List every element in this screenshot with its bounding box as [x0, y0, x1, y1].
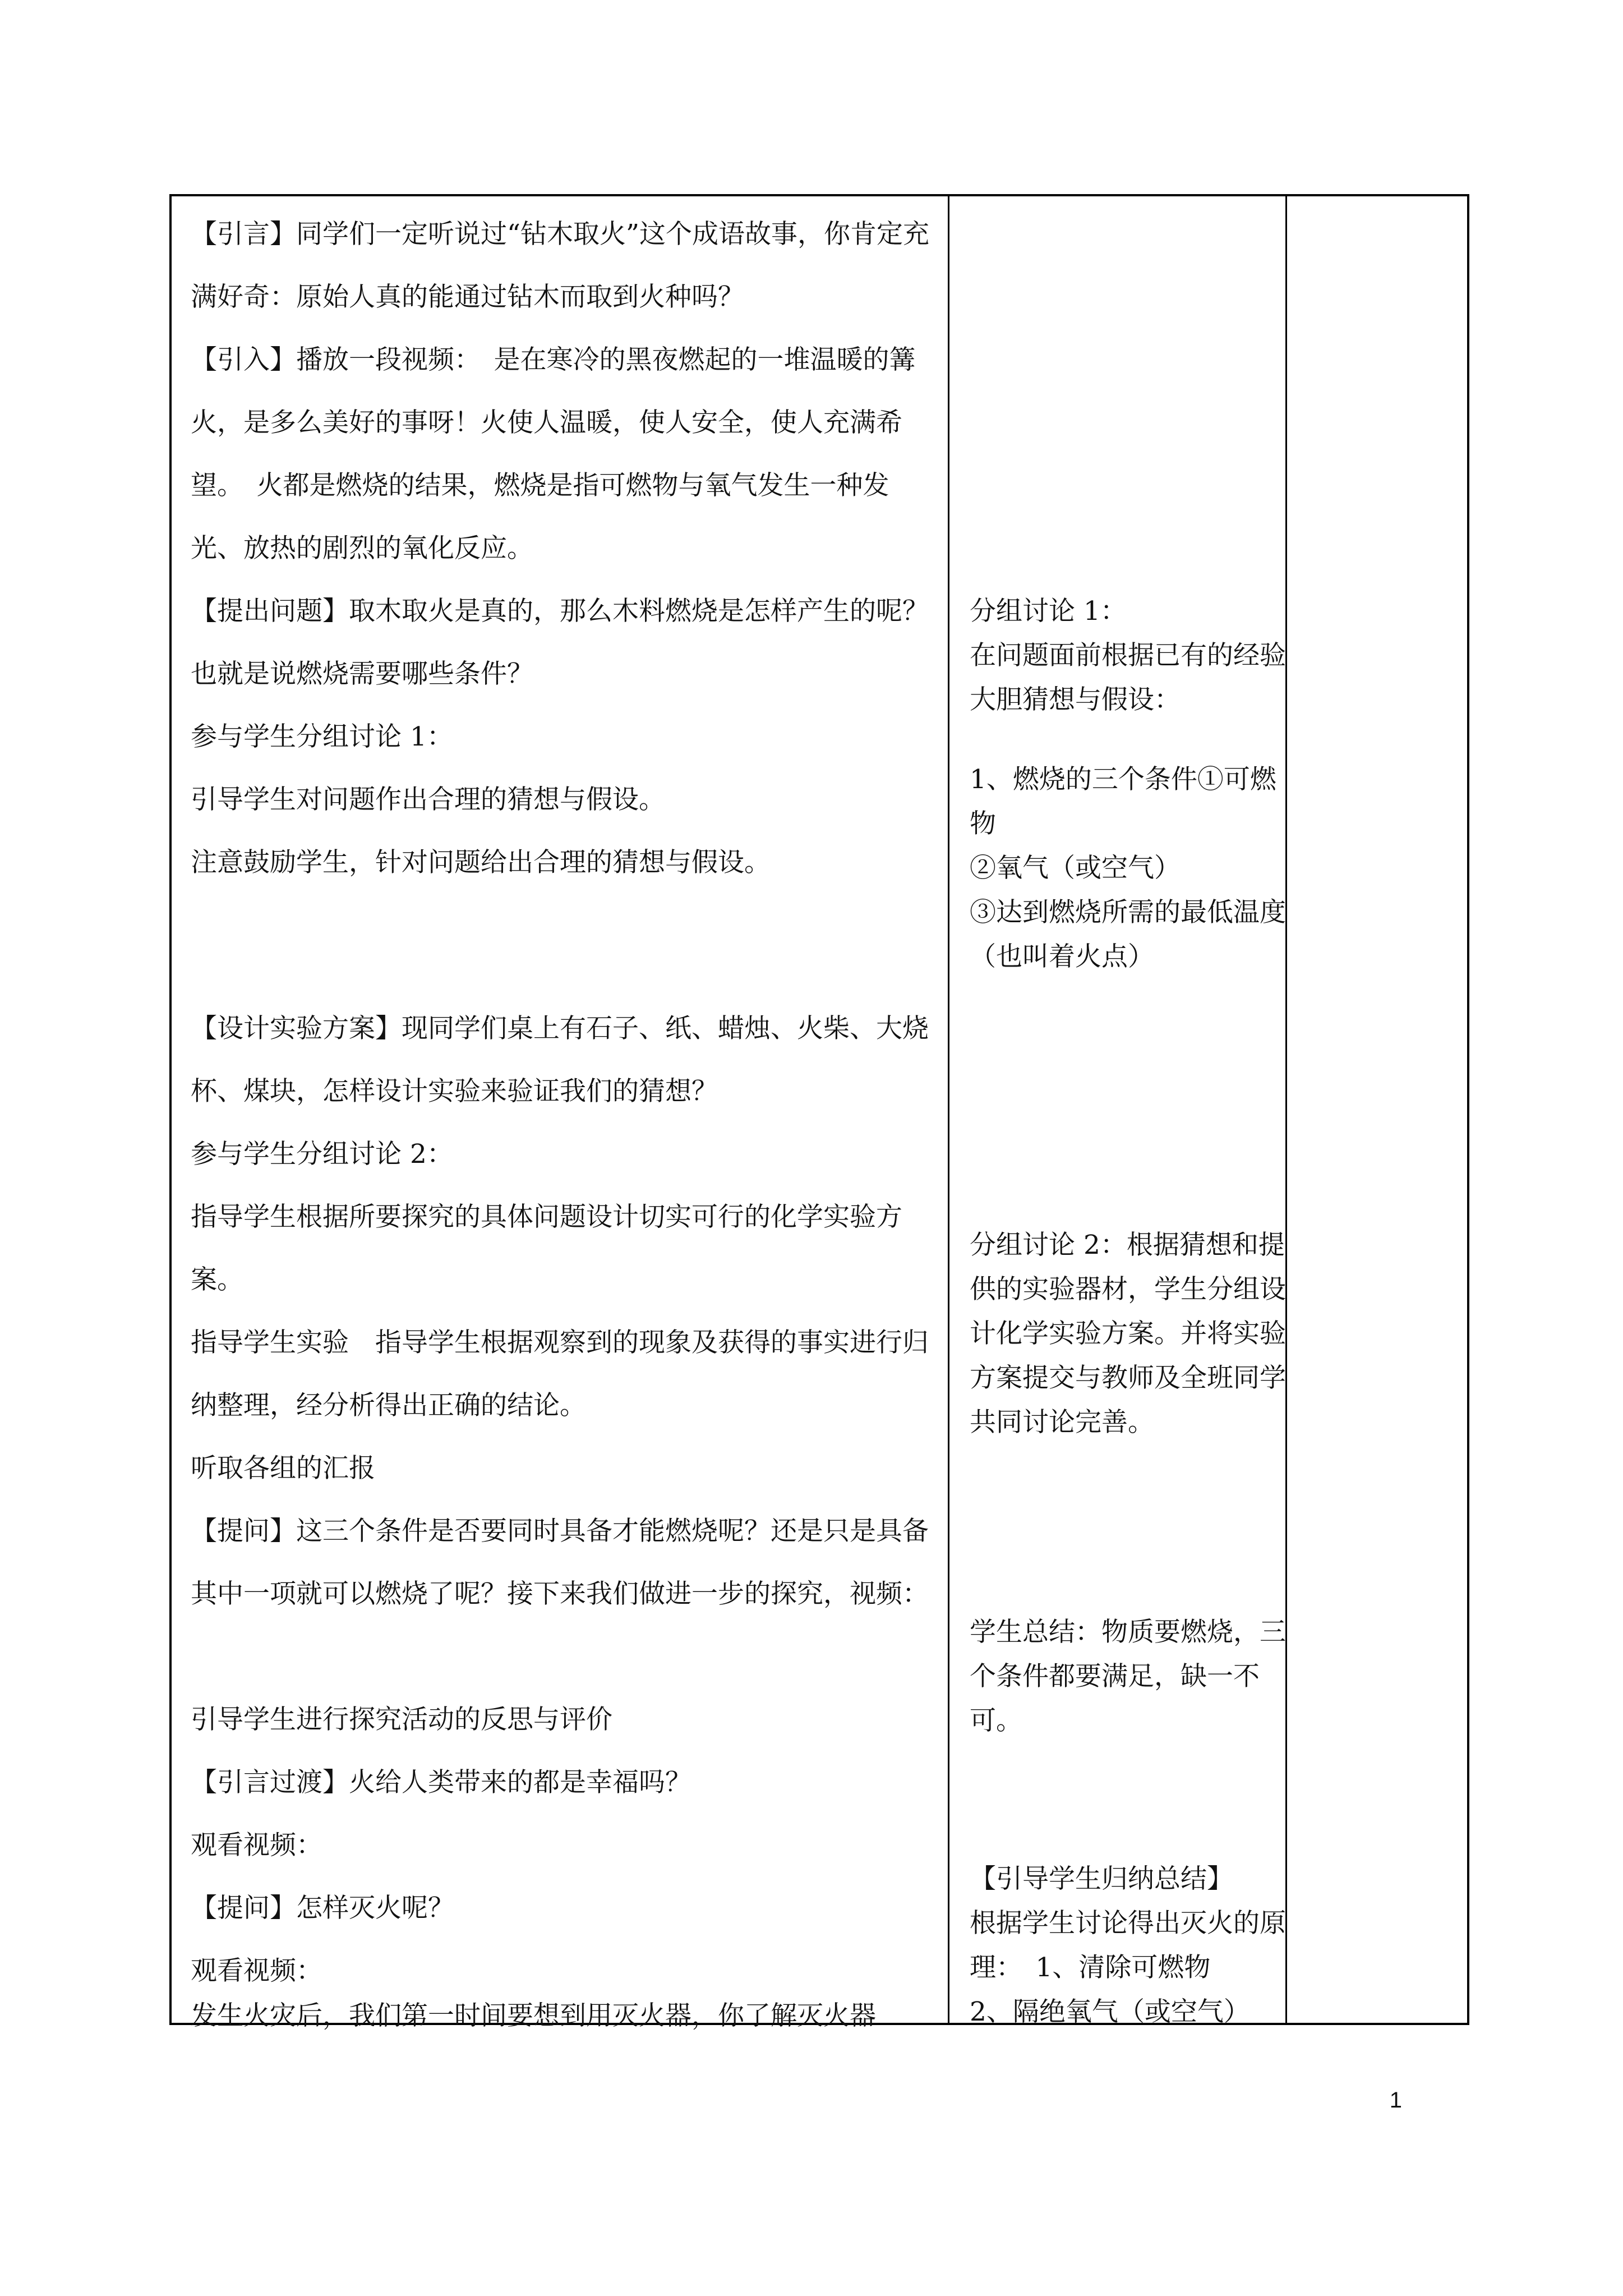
paragraph: 发生火灾后，我们第一时间要想到用灭火器，你了解灭火器	[191, 2000, 876, 2031]
paragraph: 1、燃烧的三个条件①可燃物	[970, 764, 1276, 839]
paragraph: 指导学生根据所要探究的具体问题设计切实可行的化学实验方案。	[191, 1202, 902, 1295]
paragraph: 引导学生对问题作出合理的猜想与假设。	[191, 784, 665, 815]
paragraph: 注意鼓励学生，针对问题给出合理的猜想与假设。	[191, 847, 771, 878]
paragraph: 分组讨论 1：	[970, 596, 1127, 627]
paragraph: 【提出问题】取木取火是真的，那么木料燃烧是怎样产生的呢？也就是说燃烧需要哪些条件？	[191, 596, 929, 689]
paragraph: 【引导学生归纳总结】	[970, 1864, 1233, 1894]
paragraph: ③达到燃烧所需的最低温度（也叫着火点）	[970, 897, 1286, 972]
paragraph: 【引言】同学们一定听说过“钻木取火”这个成语故事，你肯定充满好奇：原始人真的能通过钻木而取到火种吗？	[191, 219, 930, 312]
paragraph: 【引言过渡】火给人类带来的都是幸福吗？	[191, 1767, 691, 1798]
paragraph: 观看视频：	[191, 1955, 322, 1986]
paragraph: 参与学生分组讨论 2：	[191, 1139, 453, 1170]
paragraph: ②氧气（或空气）	[970, 853, 1181, 884]
paragraph: 学生总结：物质要燃烧，三个条件都要满足，缺一不可。	[970, 1617, 1286, 1736]
paragraph: 【提问】怎样灭火呢？	[191, 1893, 454, 1924]
paragraph: 【设计实验方案】现同学们桌上有石子、纸、蜡烛、火柴、大烧杯、煤块，怎样设计实验来验证我们的猜想？	[191, 1013, 929, 1107]
column-divider	[948, 196, 949, 2023]
paragraph: 引导学生进行探究活动的反思与评价	[191, 1704, 612, 1735]
column-divider	[1285, 196, 1287, 2023]
paragraph: 【提问】这三个条件是否要同时具备才能燃烧呢？还是只是具备其中一项就可以燃烧了呢？接下来我们做进一步的探究，视频：	[191, 1516, 929, 1609]
paragraph: 根据学生讨论得出灭火的原理： 1、清除可燃物	[970, 1908, 1286, 1983]
paragraph: 【引入】播放一段视频： 是在寒冷的黑夜燃起的一堆温暖的篝火，是多么美好的事呀！火使人温暖，使人安全，使人充满希望。 火都是燃烧的结果，燃烧是指可燃物与氧气发生一种发光、放热的剧烈的氧化反应。	[191, 344, 916, 564]
paragraph: 在问题面前根据已有的经验大胆猜想与假设：	[970, 640, 1286, 715]
page-number: 1	[1389, 2088, 1402, 2113]
paragraph: 2、隔绝氧气（或空气）	[970, 1996, 1250, 2027]
paragraph: 观看视频：	[191, 1830, 322, 1861]
lesson-table	[169, 194, 1469, 2031]
paragraph: 指导学生实验 指导学生根据观察到的现象及获得的事实进行归纳整理，经分析得出正确的结论。	[191, 1327, 929, 1421]
paragraph: 听取各组的汇报	[191, 1453, 375, 1484]
paragraph: 参与学生分组讨论 1：	[191, 721, 453, 752]
paragraph: 分组讨论 2：根据猜想和提供的实验器材，学生分组设计化学实验方案。并将实验方案提交与教师及全班同学共同讨论完善。	[970, 1230, 1286, 1438]
